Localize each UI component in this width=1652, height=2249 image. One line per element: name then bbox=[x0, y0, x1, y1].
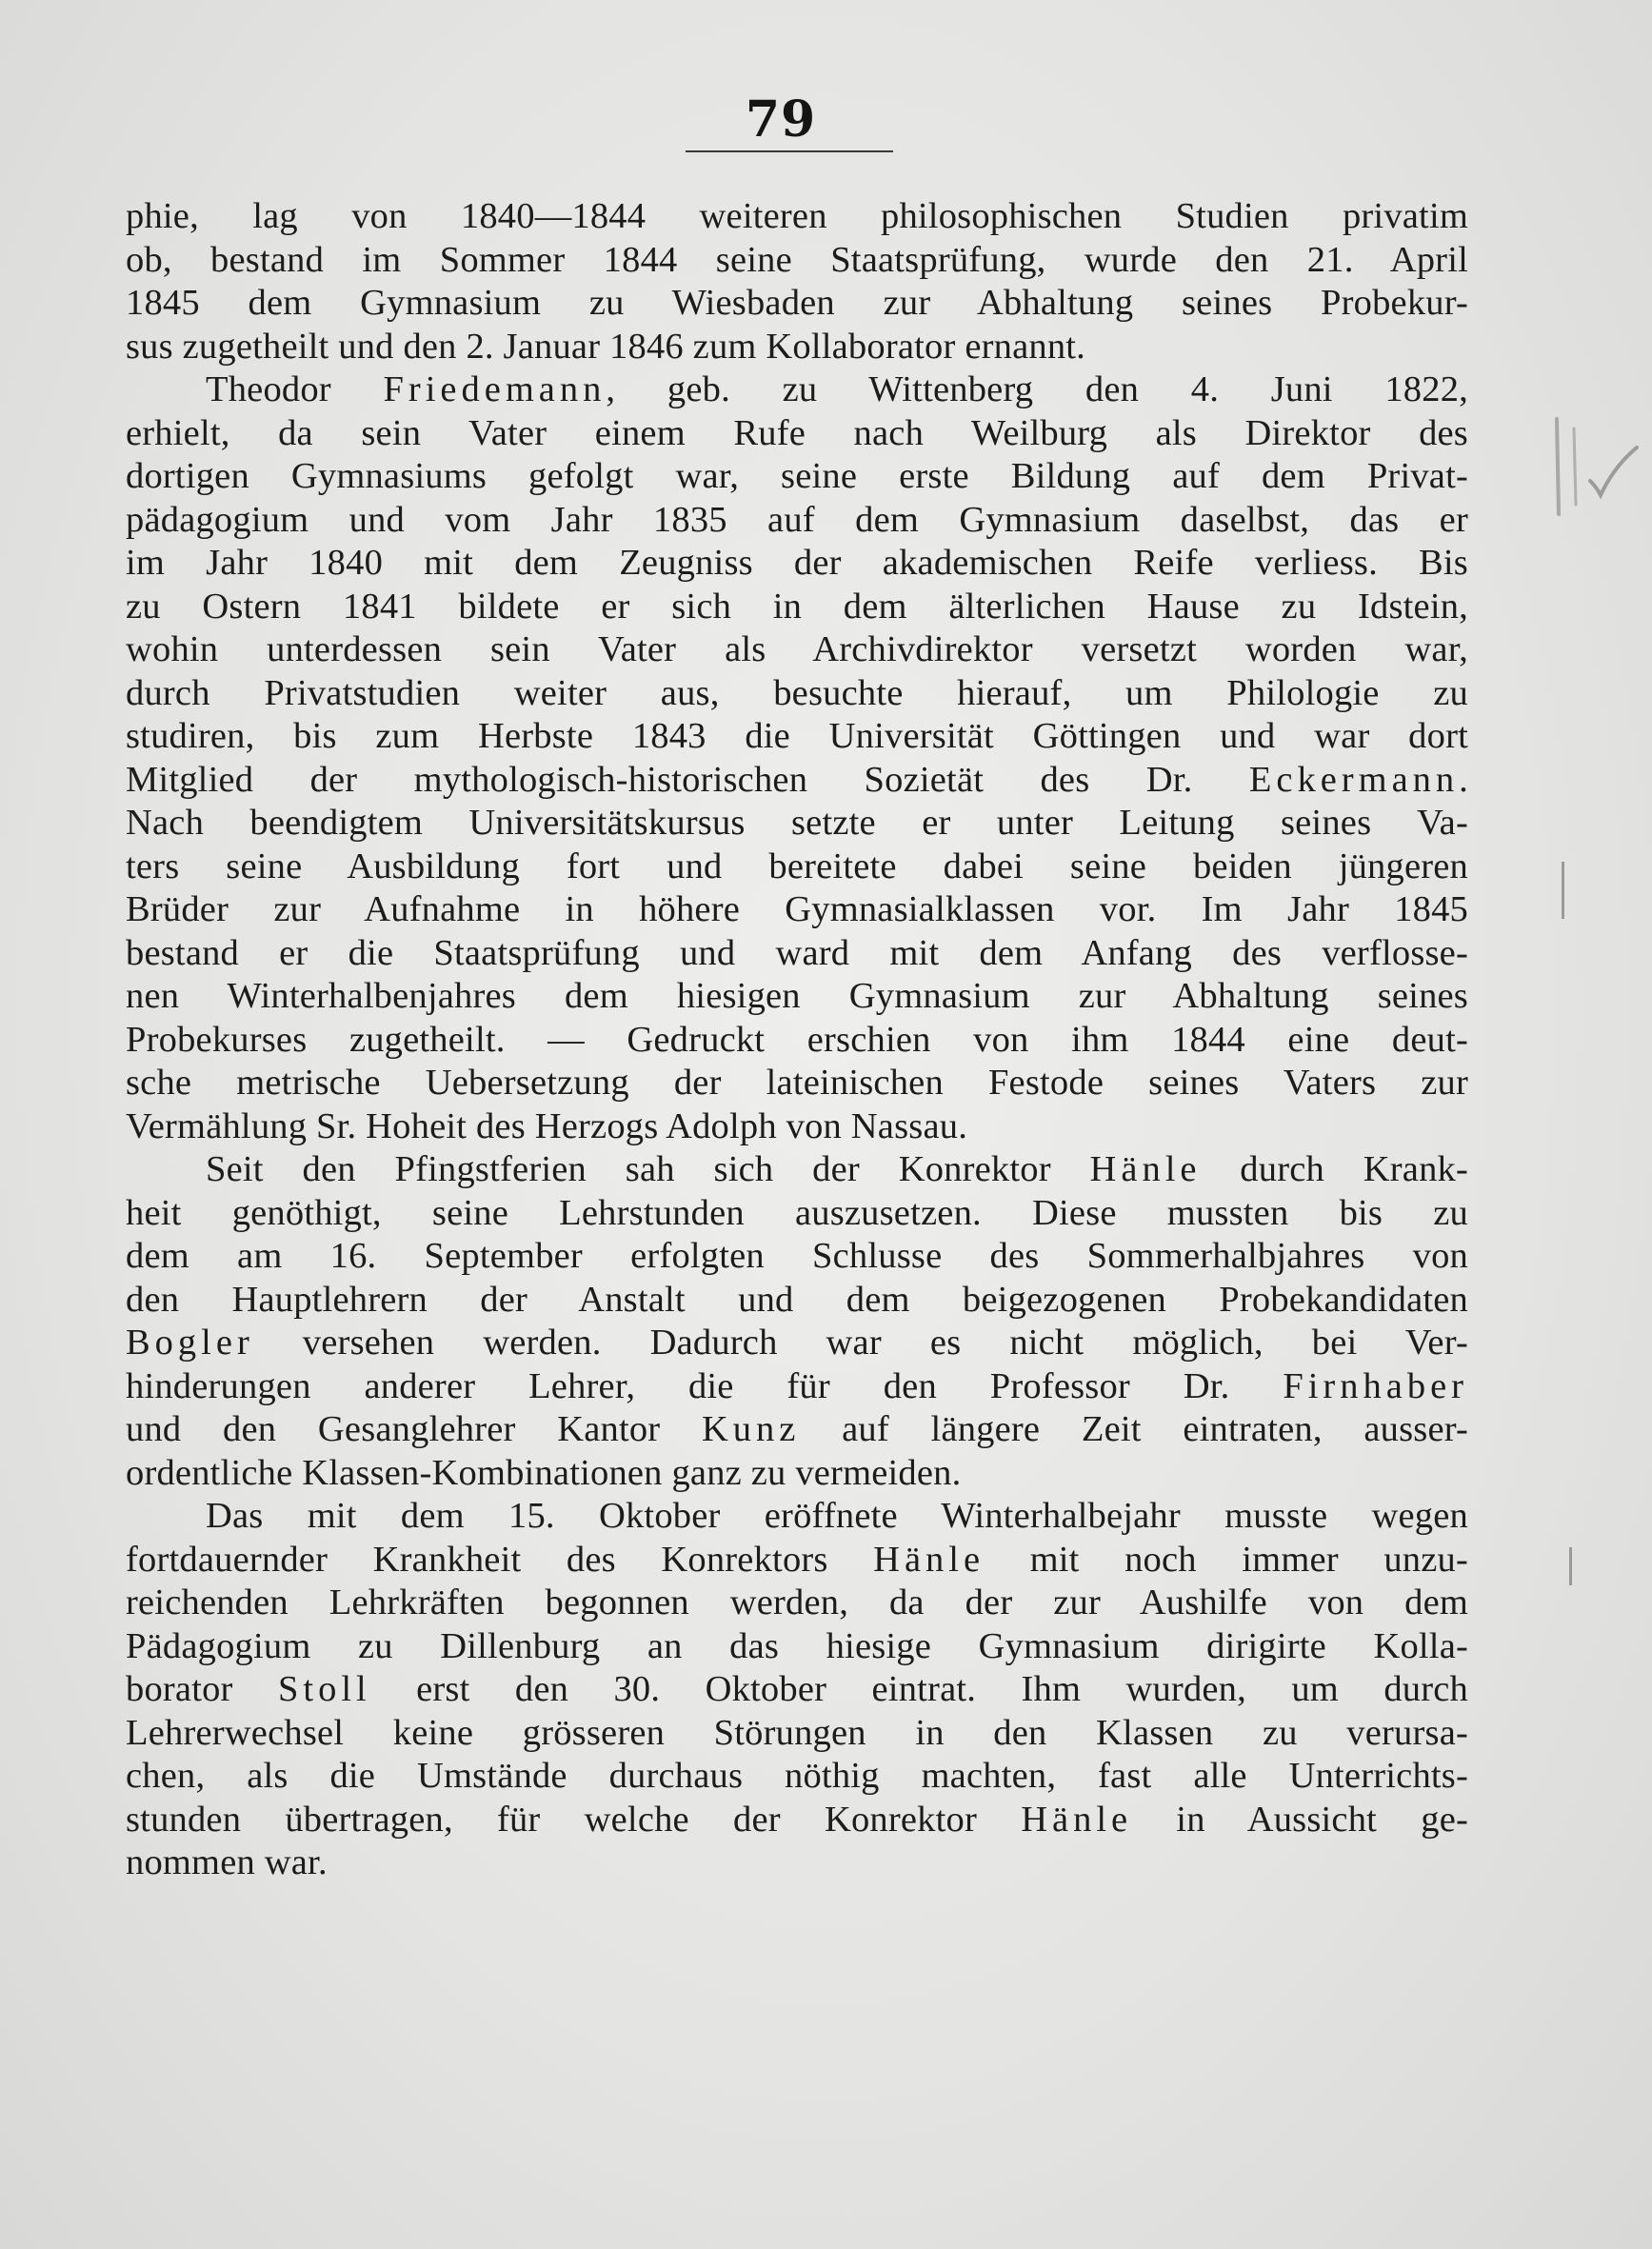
text-run: . bbox=[1459, 759, 1468, 800]
text-run: dem am 16. September erfolgten Schlusse des Sommerhalbjahres von bbox=[126, 1236, 1468, 1276]
text-line bbox=[126, 1105, 1468, 1149]
text-run: Brüder zur Aufnahme in höhere Gymnasialklassen vor. Im Jahr 1845 bbox=[126, 889, 1468, 929]
text-run: ordentliche Klassen-Kombinationen ganz zu vermeiden. bbox=[126, 1452, 962, 1493]
text-run: auf längere Zeit eintraten, ausser- bbox=[800, 1409, 1469, 1449]
text-line bbox=[126, 1582, 1468, 1625]
text-run: hinderungen anderer Lehrer, die für den Professor Dr. bbox=[126, 1365, 1284, 1406]
text-run: zu Ostern 1841 bildete er sich in dem älterlichen Hause zu Idstein, bbox=[126, 586, 1468, 627]
text-line bbox=[126, 846, 1468, 889]
text-run: reichenden Lehrkräften begonnen werden, da der zur Aushilfe von dem bbox=[126, 1582, 1468, 1622]
text-line bbox=[126, 239, 1468, 283]
text-run: phie, lag von 1840—1844 weiteren philosophischen Studien privatim bbox=[126, 196, 1468, 236]
text-line bbox=[126, 586, 1468, 629]
text-line bbox=[126, 499, 1468, 543]
text-run: Mitglied der mythologisch-historischen Sozietät des Dr. bbox=[126, 759, 1249, 800]
text-line bbox=[126, 1712, 1468, 1756]
text-line bbox=[126, 1148, 1468, 1192]
text-run: , geb. zu Wittenberg den 4. Juni 1822, bbox=[606, 369, 1468, 409]
text-line bbox=[126, 1322, 1468, 1365]
margin-tick bbox=[1562, 862, 1564, 919]
text-line bbox=[126, 368, 1468, 412]
spaced-name: Hänle bbox=[873, 1539, 985, 1580]
spaced-name: Bogler bbox=[126, 1323, 254, 1363]
text-run: Das mit dem 15. Oktober eröffnete Winterhalbejahr musste wegen bbox=[206, 1496, 1468, 1536]
text-run: und den Gesanglehrer Kantor bbox=[126, 1409, 702, 1449]
text-line bbox=[126, 1625, 1468, 1669]
text-line bbox=[126, 542, 1468, 586]
text-line bbox=[126, 1452, 1468, 1496]
text-line bbox=[126, 195, 1468, 239]
text-run: mit noch immer unzu- bbox=[985, 1539, 1468, 1580]
text-line bbox=[126, 802, 1468, 846]
text-run: borator bbox=[126, 1669, 278, 1709]
text-line bbox=[126, 888, 1468, 932]
text-run: erhielt, da sein Vater einem Rufe nach Weilburg als Direktor des bbox=[126, 412, 1468, 453]
text-run: erst den 30. Oktober eintrat. Ihm wurden, um durch bbox=[370, 1669, 1468, 1709]
text-run: durch Privatstudien weiter aus, besuchte hierauf, um Philologie zu bbox=[126, 672, 1468, 713]
text-line bbox=[126, 1365, 1468, 1409]
text-run: dortigen Gymnasiums gefolgt war, seine erste Bildung auf dem Privat- bbox=[126, 456, 1468, 496]
text-run: durch Krank- bbox=[1201, 1149, 1468, 1189]
text-run: ters seine Ausbildung fort und bereitete dabei seine beiden jüngeren bbox=[126, 846, 1468, 886]
body-text bbox=[126, 195, 1468, 1885]
text-line bbox=[126, 1019, 1468, 1063]
margin-check-mark-icon bbox=[1538, 400, 1642, 533]
text-run: sus zugetheilt und den 2. Januar 1846 zum Kollaborator ernannt. bbox=[126, 326, 1085, 367]
spaced-name: Kunz bbox=[702, 1409, 801, 1449]
text-run: versehen werden. Dadurch war es nicht möglich, bei Ver- bbox=[253, 1323, 1468, 1363]
text-line bbox=[126, 455, 1468, 499]
text-line bbox=[126, 1062, 1468, 1105]
text-run: den Hauptlehrern der Anstalt und dem beigezogenen Probekandidaten bbox=[126, 1279, 1468, 1320]
text-run: 1845 dem Gymnasium zu Wiesbaden zur Abhaltung seines Probekur- bbox=[126, 283, 1468, 323]
text-run: Vermählung Sr. Hoheit des Herzogs Adolph von Nassau. bbox=[126, 1105, 968, 1146]
spaced-name: Eckermann bbox=[1248, 759, 1460, 800]
text-line bbox=[126, 1539, 1468, 1582]
text-run: in Aussicht ge- bbox=[1132, 1799, 1468, 1840]
text-run: bestand er die Staatsprüfung und ward mit dem Anfang des verflosse- bbox=[126, 932, 1468, 973]
text-line bbox=[126, 932, 1468, 976]
text-run: wohin unterdessen sein Vater als Archivdirektor versetzt worden war, bbox=[126, 629, 1468, 669]
text-line bbox=[126, 282, 1468, 326]
text-line bbox=[126, 1755, 1468, 1799]
text-run: stunden übertragen, für welche der Konrektor bbox=[126, 1799, 1022, 1840]
text-line bbox=[126, 412, 1468, 456]
text-run: Pädagogium zu Dillenburg an das hiesige Gymnasium dirigirte Kolla- bbox=[126, 1625, 1468, 1666]
text-line bbox=[126, 1408, 1468, 1452]
text-line bbox=[126, 672, 1468, 716]
text-run: im Jahr 1840 mit dem Zeugniss der akademischen Reife verliess. Bis bbox=[126, 543, 1468, 583]
text-line bbox=[126, 628, 1468, 672]
text-run: chen, als die Umstände durchaus nöthig machten, fast alle Unterrichts- bbox=[126, 1756, 1468, 1796]
text-line bbox=[126, 715, 1468, 759]
text-run: nommen war. bbox=[126, 1842, 328, 1882]
text-run: fortdauernder Krankheit des Konrektors bbox=[126, 1539, 874, 1580]
text-line bbox=[126, 1668, 1468, 1712]
text-run: pädagogium und vom Jahr 1835 auf dem Gymnasium daselbst, das er bbox=[126, 499, 1468, 540]
text-run: studiren, bis zum Herbste 1843 die Universität Göttingen und war dort bbox=[126, 716, 1468, 756]
text-line bbox=[126, 1495, 1468, 1539]
text-run: Probekurses zugetheilt. — Gedruckt erschien von ihm 1844 eine deut- bbox=[126, 1019, 1468, 1060]
text-run: Lehrerwechsel keine grösseren Störungen in den Klassen zu verursa- bbox=[126, 1712, 1468, 1753]
text-line bbox=[126, 1192, 1468, 1236]
spaced-name: Firnhaber bbox=[1283, 1365, 1468, 1406]
text-line bbox=[126, 1235, 1468, 1279]
page-number: 79 bbox=[745, 90, 817, 149]
text-line bbox=[126, 759, 1468, 803]
margin-tick bbox=[1569, 1547, 1572, 1585]
text-line bbox=[126, 326, 1468, 369]
page-number-rule bbox=[686, 150, 893, 152]
text-line bbox=[126, 1279, 1468, 1323]
text-run: ob, bestand im Sommer 1844 seine Staatsprüfung, wurde den 21. April bbox=[126, 239, 1468, 280]
text-run: Theodor bbox=[206, 369, 384, 409]
text-line bbox=[126, 1799, 1468, 1842]
spaced-name: Stoll bbox=[277, 1669, 371, 1709]
text-run: Seit den Pfingstferien sah sich der Konrektor bbox=[206, 1149, 1090, 1189]
spaced-name: Hänle bbox=[1021, 1799, 1133, 1840]
text-run: Nach beendigtem Universitätskursus setzte er unter Leitung seines Va- bbox=[126, 803, 1468, 843]
text-run: sche metrische Uebersetzung der lateinischen Festode seines Vaters zur bbox=[126, 1063, 1468, 1103]
text-run: nen Winterhalbenjahres dem hiesigen Gymnasium zur Abhaltung seines bbox=[126, 976, 1468, 1016]
spaced-name: Hänle bbox=[1089, 1149, 1202, 1189]
spaced-name: Friedemann bbox=[383, 369, 607, 409]
text-line bbox=[126, 975, 1468, 1019]
text-run: heit genöthigt, seine Lehrstunden auszusetzen. Diese mussten bis zu bbox=[126, 1192, 1468, 1233]
text-line bbox=[126, 1841, 1468, 1885]
